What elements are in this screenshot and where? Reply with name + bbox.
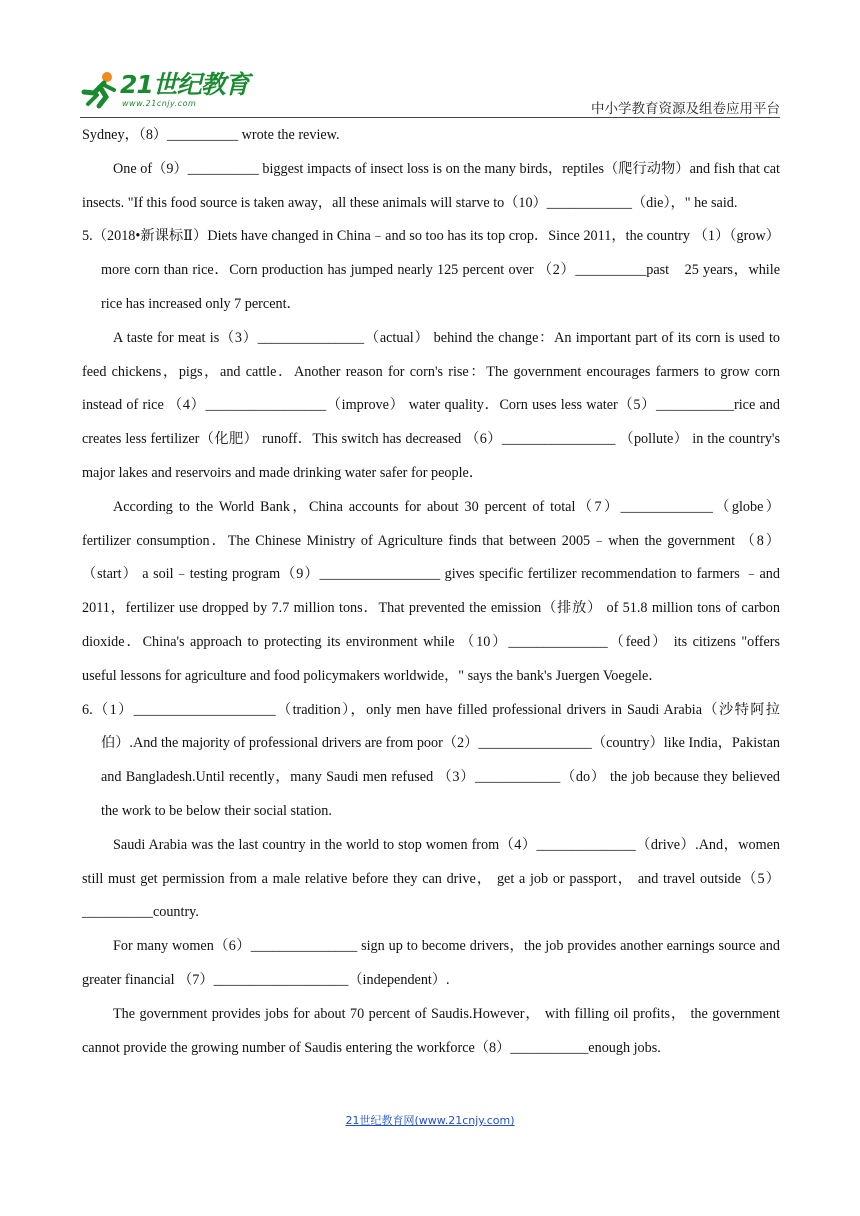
header-divider [80, 117, 780, 118]
paragraph: A taste for meat is（3）_______________（actual） behind the change：An important part of its corn is used to feed chickens，pigs，and cattle．Another reason for corn's rise：The government encourages farmers to grow corn instead of rice （4）_________________（improve） water quality．Corn uses less water（5）___________rice and creates less fertilizer（化肥） runoff．This switch has decreased （6）________________ （pollute） in the country's major lakes and reservoirs and made drinking water safer for people． [82, 329, 780, 481]
footer-link[interactable]: 21世纪教育网(www.21cnjy.com) [345, 1114, 515, 1127]
paragraph: Sydney，（8）__________ wrote the review. [82, 127, 340, 143]
page-header [80, 66, 780, 118]
question-5: 5.（2018•新课标Ⅱ）Diets have changed in China﹣and so too has its top crop．Since 2011，the country （1）（grow）more corn than rice．Corn production has jumped nearly 125 percent over （2）__________past 25 years，while rice has increased only 7 percent． [82, 228, 780, 312]
question-6: 6.（1）____________________（tradition），only men have filled professional drivers in Saudi Arabia（沙特阿拉伯）.And the majority of professional drivers are from poor（2）________________（country）like India，Pakistan and Bangladesh.Until recently，many Saudi men refused （3）____________（do） the job because they believed the work to be below their social station. [82, 701, 780, 819]
logo-url: www.21cnjy.com [122, 99, 197, 108]
paragraph: Saudi Arabia was the last country in the world to stop women from（4）______________（drive）.And，women still must get permission from a male relative before they can drive， get a job or passport， and travel outside（5）__________country. [82, 836, 780, 921]
logo-title: 21世纪教育 [120, 70, 249, 99]
platform-name: 中小学教育资源及组卷应用平台 [591, 101, 780, 117]
exercise-content [82, 119, 780, 1065]
runner-logo-icon [80, 68, 120, 112]
paragraph: According to the World Bank，China accounts for about 30 percent of total（7）_____________（globe） fertilizer consumption．The Chinese Ministry of Agriculture finds that between 2005﹣when the government （8）（start） a soil﹣testing program（9）_________________ gives specific fertilizer recommendation to farmers ﹣and 2011，fertilizer use dropped by 7.7 million tons．That prevented the emission（排放） of 51.8 million tons of carbon dioxide．China's approach to protecting its environment while （10）______________（feed） its citizens "offers useful lessons for agriculture and food policymakers worldwide，" says the bank's Juergen Voegele． [82, 498, 780, 684]
paragraph: One of（9）__________ biggest impacts of insect loss is on the many birds，reptiles（爬行动物）and fish that cat insects. "If this food source is taken away，all these animals will starve to（10）____________（die），" he said. [82, 160, 780, 211]
paragraph: For many women（6）_______________ sign up to become drivers，the job provides another earnings source and greater financial （7）___________________（independent）. [82, 938, 780, 988]
site-logo[interactable] [80, 66, 250, 116]
paragraph: The government provides jobs for about 70 percent of Saudis.However， with filling oil profits， the government cannot provide the growing number of Saudis entering the workforce（8）___________enough jobs. [82, 1005, 780, 1056]
